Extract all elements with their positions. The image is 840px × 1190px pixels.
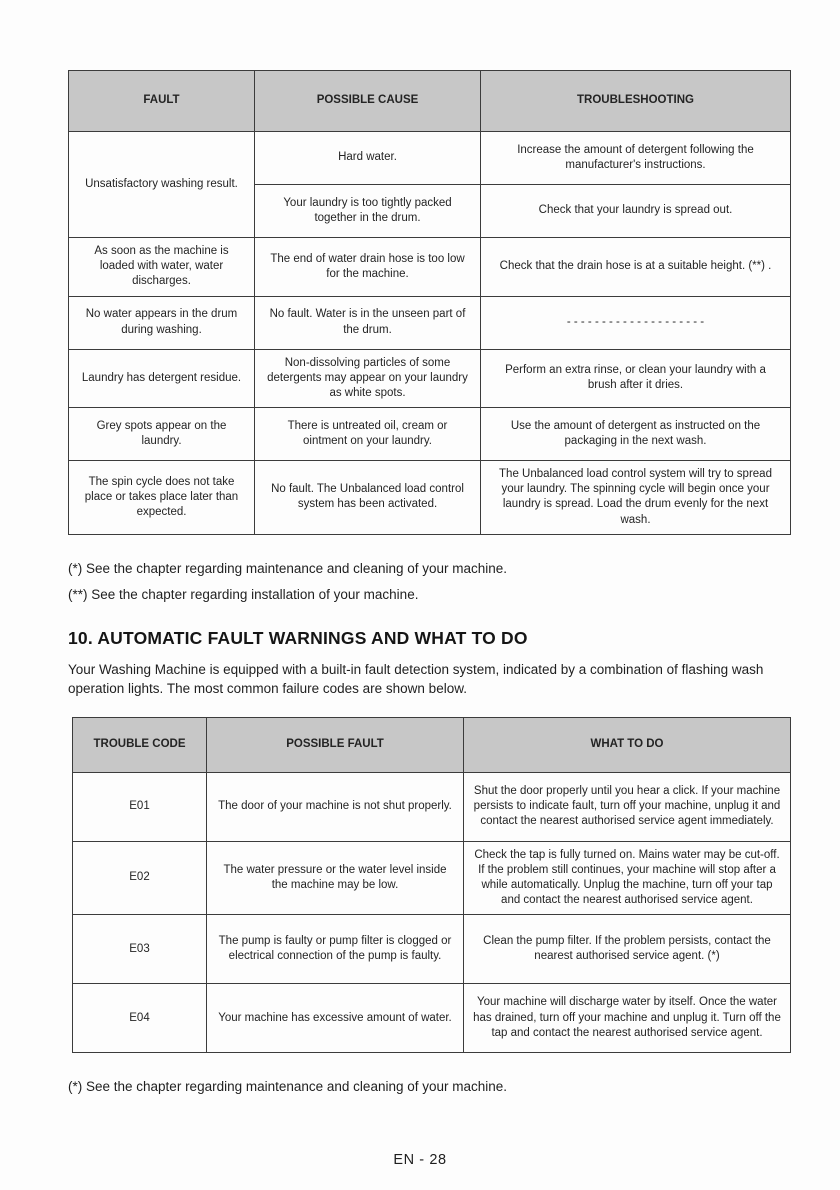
header-row: [73, 717, 791, 772]
fix-cell: Check that your laundry is spread out.: [481, 185, 791, 238]
table-row: [69, 461, 791, 535]
fix-cell: The Unbalanced load control system will try to spread your laundry. The spinning cycle will begin once your laundry is spread. Load the drum evenly for the next wash.: [481, 461, 791, 535]
fault-cell: As soon as the machine is loaded with water, water discharges.: [69, 238, 255, 297]
cause-cell: Your laundry is too tightly packed together in the drum.: [255, 185, 481, 238]
action-cell: Your machine will discharge water by itself. Once the water has drained, turn off your machine and unplug it. Turn off the tap and contact the nearest authorised service agent.: [464, 984, 791, 1053]
page-number: EN - 28: [393, 1152, 447, 1168]
column-header-what-to-do: WHAT TO DO: [464, 717, 791, 772]
troubleshooting-table-header: [69, 71, 791, 132]
footnote-maintenance: (*) See the chapter regarding maintenance and cleaning of your machine.: [68, 560, 508, 576]
table-row: [69, 408, 791, 461]
fault-cell: Laundry has detergent residue.: [69, 349, 255, 408]
fault-codes-table: [72, 717, 791, 1054]
fault-codes-table-wrap: [72, 717, 791, 1054]
code-cell: E04: [73, 984, 207, 1053]
table2-footnotes: [68, 1079, 791, 1094]
footnote-maintenance: (*) See the chapter regarding maintenance and cleaning of your machine.: [68, 1079, 508, 1095]
cause-cell: No fault. The Unbalanced load control system has been activated.: [255, 461, 481, 535]
action-cell: Check the tap is fully turned on. Mains water may be cut-off. If the problem still continues, your machine will stop after a while automatically. Unplug the machine, turn off your tap and contact the nearest authorised service agent.: [464, 841, 791, 915]
code-cell: E03: [73, 915, 207, 984]
section-heading: 10. AUTOMATIC FAULT WARNINGS AND WHAT TO DO: [68, 627, 528, 648]
cause-cell: There is untreated oil, cream or ointment on your laundry.: [255, 408, 481, 461]
header-row: [69, 71, 791, 132]
table-row: [69, 238, 791, 297]
fault-cell: No water appears in the drum during washing.: [69, 296, 255, 349]
cause-cell: The end of water drain hose is too low for the machine.: [255, 238, 481, 297]
fix-cell: Check that the drain hose is at a suitable height. (**) .: [481, 238, 791, 297]
column-header-trouble-code: TROUBLE CODE: [73, 717, 207, 772]
fault-cell: The pump is faulty or pump filter is clogged or electrical connection of the pump is faulty.: [207, 915, 464, 984]
fault-cell: Unsatisfactory washing result.: [69, 132, 255, 238]
table-row: [69, 132, 791, 185]
table-row: [73, 984, 791, 1053]
troubleshooting-table-body: [69, 132, 791, 535]
fault-cell: Grey spots appear on the laundry.: [69, 408, 255, 461]
table-row: [69, 349, 791, 408]
column-header-fault: FAULT: [69, 71, 255, 132]
section-intro-paragraph: Your Washing Machine is equipped with a built-in fault detection system, indicated by a combination of flashing wash operation lights. The most common failure codes are shown below.: [68, 661, 764, 696]
table-row: [69, 296, 791, 349]
fix-cell: Increase the amount of detergent following the manufacturer's instructions.: [481, 132, 791, 185]
table1-footnotes: [68, 561, 791, 602]
column-header-possible-cause: POSSIBLE CAUSE: [255, 71, 481, 132]
fault-cell: The water pressure or the water level inside the machine may be low.: [207, 841, 464, 915]
column-header-troubleshooting: TROUBLESHOOTING: [481, 71, 791, 132]
code-cell: E01: [73, 772, 207, 841]
cause-cell: Hard water.: [255, 132, 481, 185]
fault-cell: The spin cycle does not take place or takes place later than expected.: [69, 461, 255, 535]
fault-cell: Your machine has excessive amount of water.: [207, 984, 464, 1053]
table-row: [73, 915, 791, 984]
fault-cell: The door of your machine is not shut properly.: [207, 772, 464, 841]
fix-cell: Perform an extra rinse, or clean your laundry with a brush after it dries.: [481, 349, 791, 408]
troubleshooting-table: [68, 70, 791, 535]
fix-cell: - - - - - - - - - - - - - - - - - - - -: [481, 296, 791, 349]
fix-cell: Use the amount of detergent as instructed on the packaging in the next wash.: [481, 408, 791, 461]
table-row: [73, 841, 791, 915]
table-row: [73, 772, 791, 841]
cause-cell: Non-dissolving particles of some detergents may appear on your laundry as white spots.: [255, 349, 481, 408]
fault-codes-table-body: [73, 772, 791, 1053]
cause-cell: No fault. Water is in the unseen part of the drum.: [255, 296, 481, 349]
code-cell: E02: [73, 841, 207, 915]
fault-codes-table-header: [73, 717, 791, 772]
footnote-installation: (**) See the chapter regarding installation of your machine.: [68, 586, 419, 602]
action-cell: Clean the pump filter. If the problem persists, contact the nearest authorised service agent. (*): [464, 915, 791, 984]
action-cell: Shut the door properly until you hear a click. If your machine persists to indicate fault, turn off your machine, unplug it and contact the nearest authorised service agent immediately.: [464, 772, 791, 841]
column-header-possible-fault: POSSIBLE FAULT: [207, 717, 464, 772]
